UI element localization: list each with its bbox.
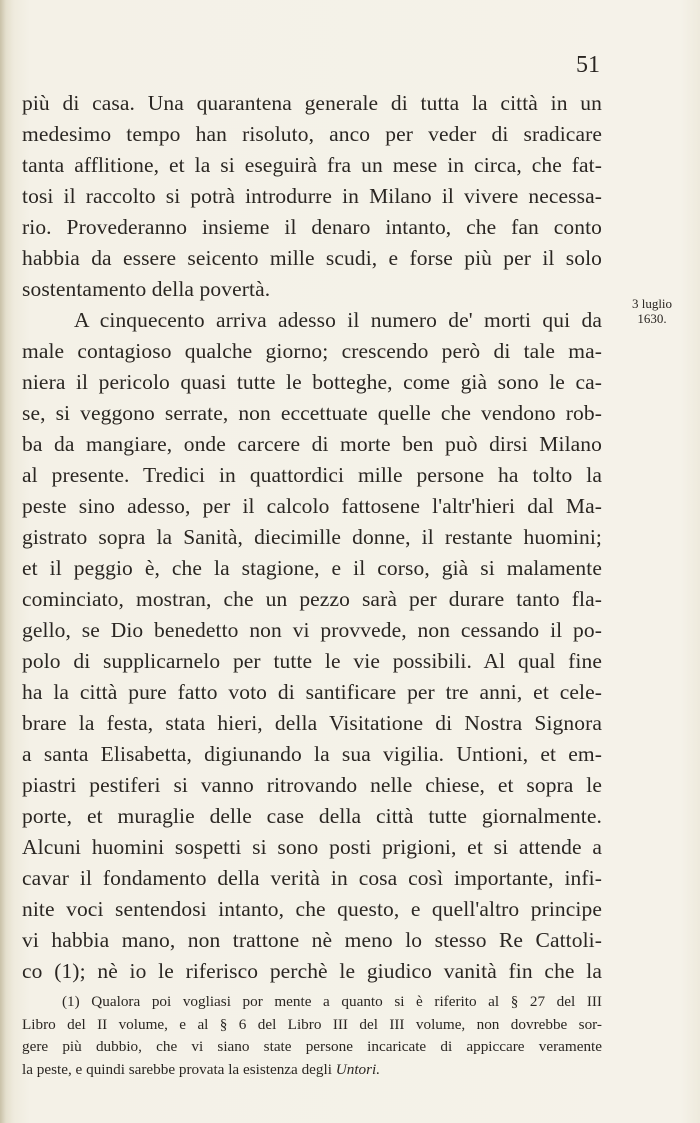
text-line: co (1); nè io le riferisco perchè le giudico vanità fin che la: [22, 959, 602, 983]
text-line: Alcuni huomini sospetti si sono posti prigioni, et si attende a: [22, 835, 602, 859]
text-line: habbia da essere seicento mille scudi, e forse più per il solo: [22, 246, 602, 270]
text-line: gistrato sopra la Sanità, diecimille donne, il restante huomini;: [22, 525, 602, 549]
text-line: tosi il raccolto si potrà introdurre in Milano il vivere necessa-: [22, 184, 602, 208]
text-line: peste sino adesso, per il calcolo fattosene l'altr'hieri dal Ma-: [22, 494, 602, 518]
text-line: vi habbia mano, non trattone nè meno lo stesso Re Cattoli-: [22, 928, 602, 952]
text-line: piastri pestiferi si vanno ritrovando nelle chiese, et sopra le: [22, 773, 602, 797]
footnote: [22, 991, 602, 1081]
text-line: porte, et muraglie delle case della città tutte giornalmente.: [22, 804, 602, 828]
text-line: et il peggio è, che la stagione, e il corso, già si malamente: [22, 556, 602, 580]
margin-note-day: 3 luglio: [631, 296, 673, 311]
text-line: male contagioso qualche giorno; crescendo però di tale ma-: [22, 339, 602, 363]
text-line: cavar il fondamento della verità in cosa così importante, infi-: [22, 866, 602, 890]
text-line: cominciato, mostran, che un pezzo sarà per durare tanto fla-: [22, 587, 602, 611]
text-line: più di casa. Una quarantena generale di tutta la città in un: [22, 91, 602, 115]
text-line: niera il pericolo quasi tutte le botteghe, come già sono le ca-: [22, 370, 602, 394]
text-line: al presente. Tredici in quattordici mille persone ha tolto la: [22, 463, 602, 487]
text-line: medesimo tempo han risoluto, anco per veder di sradicare: [22, 122, 602, 146]
text-line: sostentamento della povertà.: [22, 277, 271, 301]
footnote-line: gere più dubbio, che vi siano state persone incaricate di appiccare veramente: [22, 1038, 602, 1055]
footnote-line-text: la peste, e quindi sarebbe provata la esistenza degli: [22, 1060, 332, 1078]
text-line: nite voci sentendosi intanto, che questo, e quell'altro principe: [22, 897, 602, 921]
text-line: polo di supplicarnelo per tutte le vie possibili. Al qual fine: [22, 649, 602, 673]
text-line: se, si veggono serrate, non eccettuate quelle che vendono rob-: [22, 401, 602, 425]
footnote-last-line: [22, 1059, 602, 1082]
margin-date-note: [617, 296, 687, 326]
text-line: ba da mangiare, onde carcere di morte ben può dirsi Milano: [22, 432, 602, 456]
text-line: brare la festa, stata hieri, della Visitatione di Nostra Signora: [22, 711, 602, 735]
text-line: tanta afflitione, et la si eseguirà fra un mese in circa, che fat-: [22, 153, 602, 177]
text-line: ha la città pure fatto voto di santificare per tre anni, et cele-: [22, 680, 602, 704]
main-text: [22, 88, 602, 987]
footnote-italic-word: Untori.: [335, 1060, 381, 1078]
page-number: 51: [576, 52, 600, 78]
text-line: gello, se Dio benedetto non vi provvede, non cessando il po-: [22, 618, 602, 642]
paragraph-start-line: A cinquecento arriva adesso il numero de' morti qui da: [74, 308, 602, 332]
text-line: a santa Elisabetta, digiunando la sua vigilia. Untioni, et em-: [22, 742, 602, 766]
footnote-line: (1) Qualora poi vogliasi por mente a quanto si è riferito al § 27 del III: [62, 993, 602, 1010]
text-line: rio. Provederanno insieme il denaro intanto, che fan conto: [22, 215, 602, 239]
footnote-line: Libro del II volume, e al § 6 del Libro III del III volume, non dovrebbe sor-: [22, 1015, 602, 1033]
margin-note-year: 1630.: [637, 311, 667, 326]
